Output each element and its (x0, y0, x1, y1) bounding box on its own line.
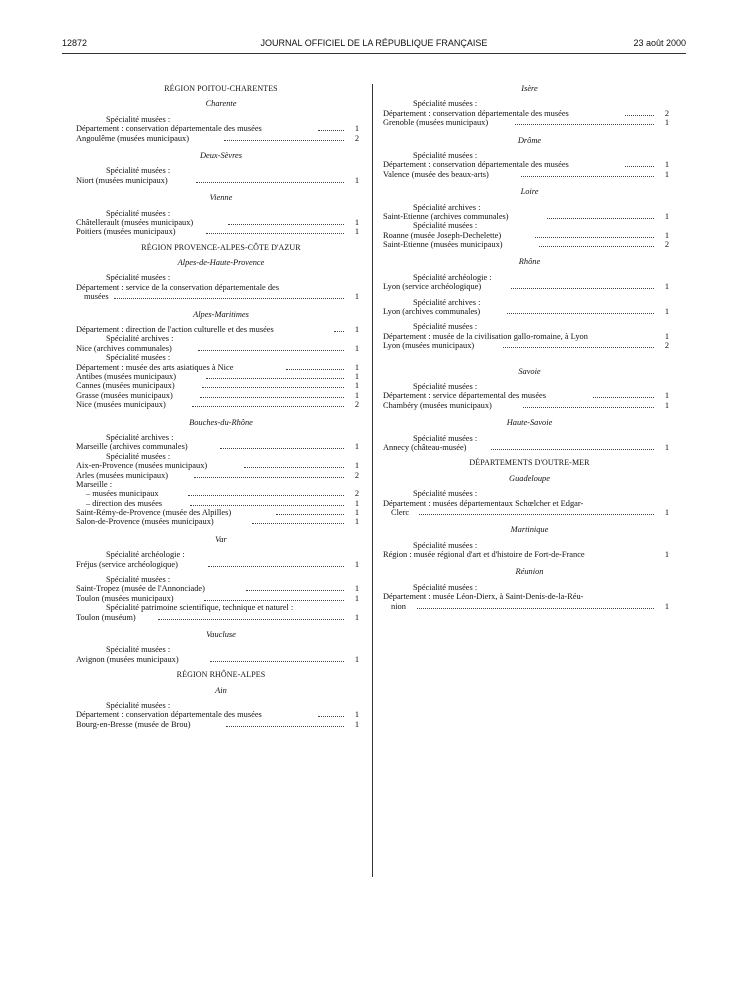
speciality-label: Spécialité musées : (106, 353, 171, 363)
speciality-label: Spécialité musées : (106, 273, 171, 283)
speciality-label: Spécialité musées : (106, 700, 171, 710)
list-item: Département : conservation départementale des musées 2 (383, 108, 670, 118)
speciality-label: Spécialité musées : (413, 582, 478, 592)
speciality-label: Spécialité musées : (413, 381, 478, 391)
speciality-label: Spécialité archives : (413, 202, 481, 212)
region-heading: RÉGION PROVENCE-ALPES-CÔTE D'AZUR (141, 242, 301, 252)
list-item: – direction des musées 1 (86, 498, 360, 508)
list-item: Avignon (musées municipaux) 1 (76, 654, 360, 664)
list-item: Annecy (château-musée) 1 (383, 442, 670, 452)
list-item: Département : conservation départementale des musées 1 (383, 160, 670, 170)
department-heading: Réunion (515, 567, 544, 577)
department-heading: Drôme (517, 135, 542, 145)
list-item: Marseille : (76, 479, 113, 489)
issue-date: 23 août 2000 (633, 38, 686, 48)
speciality-label: Spécialité musées : (413, 489, 478, 499)
list-item: – musées municipaux 2 (86, 489, 360, 499)
list-item: Angoulême (musées municipaux) 2 (76, 133, 360, 143)
speciality-label: Spécialité musées : (106, 451, 171, 461)
department-heading: Charente (205, 99, 237, 109)
list-item: Roanne (musée Joseph-Dechelette) 1 (383, 230, 670, 240)
speciality-label: Spécialité musées : (413, 99, 478, 109)
department-heading: Guadeloupe (509, 473, 550, 483)
speciality-label: Spécialité musées : (106, 645, 171, 655)
list-item: Saint-Tropez (musée de l'Annonciade) 1 (76, 584, 360, 594)
column-divider (372, 84, 373, 877)
speciality-label: Spécialité musées : (106, 575, 171, 585)
department-heading: Var (215, 534, 227, 544)
list-item: Salon-de-Provence (musées municipaux) 1 (76, 517, 360, 527)
list-item: Département : musée de la civilisation gallo-romaine, à Lyon 1 (383, 331, 670, 341)
speciality-label: Spécialité archéologie : (106, 550, 185, 560)
page-number: 12872 (62, 38, 88, 48)
list-item: Grasse (musées municipaux) 1 (76, 390, 360, 400)
department-heading: Vaucluse (206, 629, 236, 639)
department-heading: Bouches-du-Rhône (189, 417, 253, 427)
department-heading: Haute-Savoie (506, 418, 553, 428)
region-heading: RÉGION POITOU-CHARENTES (164, 84, 278, 93)
list-item: Département : service départemental des musées 1 (383, 391, 670, 401)
department-heading: Deux-Sèvres (199, 150, 242, 160)
list-item: Lyon (musées municipaux) 2 (383, 341, 670, 351)
list-item: Département : direction de l'action culturelle et des musées 1 (76, 325, 360, 335)
list-item: Département : musée Léon-Dierx, à Saint-Denis-de-la-Réu- nion 1 (383, 592, 670, 611)
speciality-label: Spécialité archives : (106, 432, 174, 442)
speciality-label: Spécialité musées : (413, 540, 478, 550)
list-item: Chambéry (musées municipaux) 1 (383, 400, 670, 410)
list-item: Lyon (archives communales) 1 (383, 307, 670, 317)
department-heading: Loire (520, 187, 539, 197)
left-column (76, 84, 366, 729)
list-item: Département : conservation départementale des musées 1 (76, 710, 360, 720)
department-heading: Martinique (510, 525, 549, 535)
region-heading: RÉGION RHÔNE-ALPES (176, 670, 266, 680)
list-item: Aix-en-Provence (musées municipaux) 1 (76, 461, 360, 471)
department-heading: Ain (215, 685, 227, 695)
list-item: Bourg-en-Bresse (musée de Brou) 1 (76, 719, 360, 729)
speciality-label: Spécialité musées : (106, 166, 171, 176)
page-header (62, 38, 686, 54)
header-rule (62, 53, 686, 54)
department-heading: Isère (521, 84, 538, 93)
list-item: Cannes (musées municipaux) 1 (76, 381, 360, 391)
region-heading: DÉPARTEMENTS D'OUTRE-MER (469, 458, 590, 468)
list-item: Saint-Rémy-de-Provence (musée des Alpilles) 1 (76, 508, 360, 518)
list-item: Département : musée des arts asiatiques à Nice 1 (76, 362, 360, 372)
list-item: Région : musée régional d'art et d'histoire de Fort-de-France 1 (383, 550, 670, 560)
speciality-label: Spécialité archéologie : (413, 272, 492, 282)
list-item: Saint-Etienne (archives communales) 1 (383, 211, 670, 221)
list-item: Niort (musées municipaux) 1 (76, 175, 360, 185)
list-item: Toulon (muséum) 1 (76, 612, 360, 622)
speciality-label: Spécialité musées : (413, 433, 478, 443)
department-heading: Alpes-de-Haute-Provence (177, 258, 265, 268)
list-item: Grenoble (musées municipaux) 1 (383, 118, 670, 128)
list-item: Toulon (musées municipaux) 1 (76, 593, 360, 603)
list-item: Valence (musée des beaux-arts) 1 (383, 169, 670, 179)
department-heading: Savoie (518, 366, 541, 376)
list-item: Châtellerault (musées municipaux) 1 (76, 217, 360, 227)
list-item: Lyon (service archéologique) 1 (383, 282, 670, 292)
list-item: Nice (musées municipaux) 2 (76, 400, 360, 410)
journal-title: JOURNAL OFFICIEL DE LA RÉPUBLIQUE FRANÇAISE (260, 38, 488, 48)
speciality-label: Spécialité musées : (106, 114, 171, 124)
list-item: Antibes (musées municipaux) 1 (76, 372, 360, 381)
speciality-label: Spécialité patrimoine scientifique, technique et naturel : (106, 603, 294, 613)
right-column (383, 84, 676, 611)
department-heading: Alpes-Maritimes (193, 309, 249, 319)
department-heading: Vienne (209, 193, 233, 203)
speciality-label: Spécialité archives : (413, 297, 481, 307)
speciality-label: Spécialité musées : (413, 150, 478, 160)
list-item: Département : musées départementaux Schœlcher et Edgar- Clerc 1 (383, 498, 670, 517)
speciality-label: Spécialité archives : (106, 334, 174, 344)
speciality-label: Spécialité musées : (106, 208, 171, 218)
list-item: Département : conservation départementale des musées 1 (76, 124, 360, 134)
list-item: Nice (archives communales) 1 (76, 343, 360, 353)
list-item: Marseille (archives communales) 1 (76, 442, 360, 452)
list-item: Arles (musées municipaux) 2 (76, 470, 360, 480)
speciality-label: Spécialité musées : (413, 322, 478, 332)
list-item: Fréjus (service archéologique) 1 (76, 559, 360, 569)
list-item: Saint-Etienne (musées municipaux) 2 (383, 240, 670, 250)
list-item: Poitiers (musées municipaux) 1 (76, 227, 360, 237)
speciality-label: Spécialité musées : (413, 221, 478, 231)
department-heading: Rhône (518, 257, 541, 267)
list-item: Département : service de la conservation départementale des musées 1 (76, 282, 360, 302)
